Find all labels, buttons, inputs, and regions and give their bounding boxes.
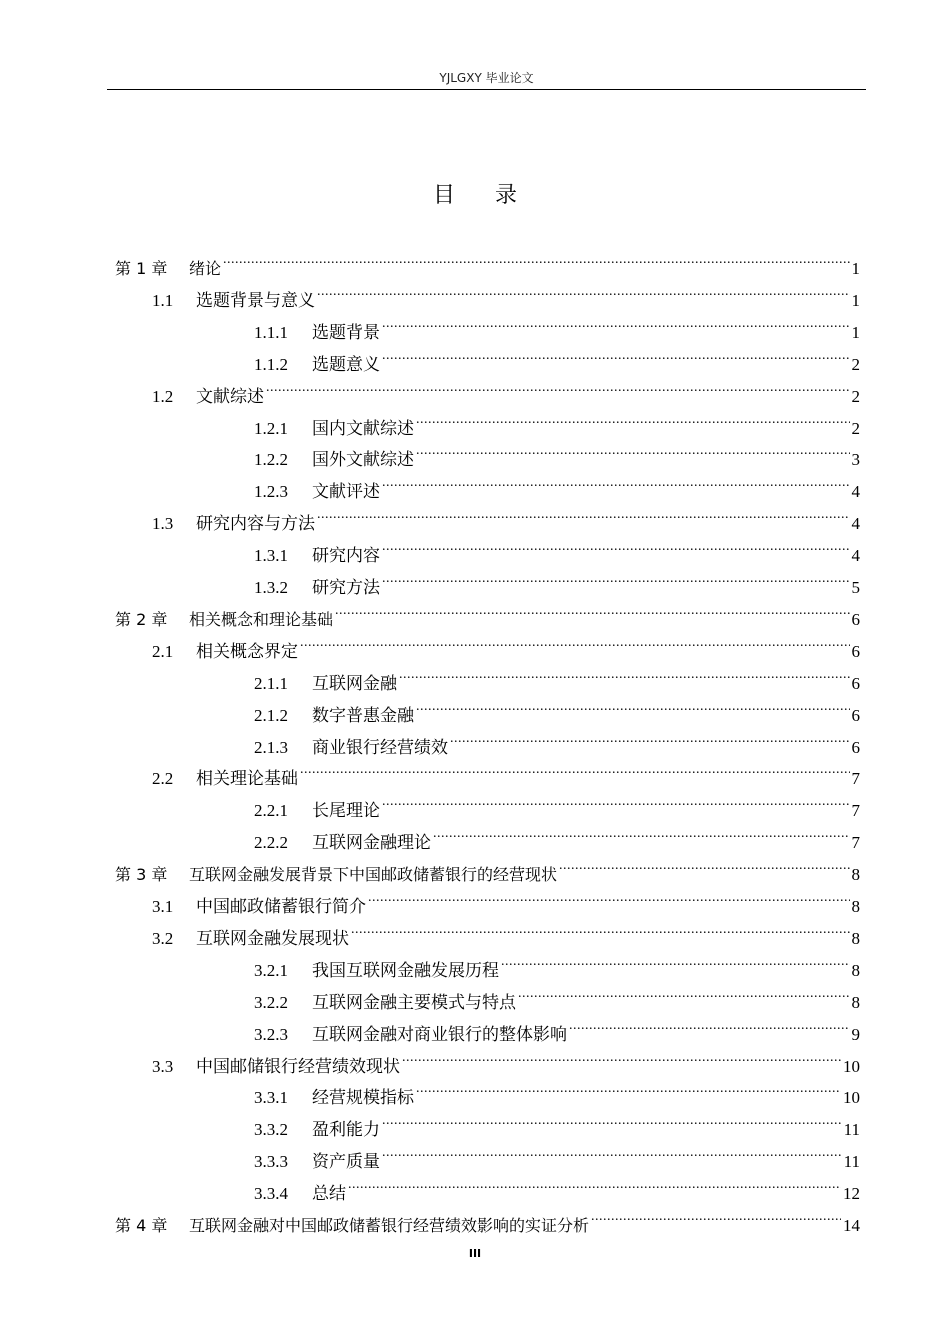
toc-entry-page: 11 <box>843 1120 860 1140</box>
dot-leader <box>382 306 850 338</box>
toc-entry-number: 第 3 章 <box>115 865 168 885</box>
toc-entry-number: 1.1.1 <box>254 322 288 342</box>
dot-leader <box>450 721 850 753</box>
toc-entry-page: 10 <box>843 1056 860 1076</box>
toc-entry-chapter-2[interactable] <box>115 593 860 629</box>
toc-entry-2.1.1[interactable] <box>254 657 860 693</box>
toc-entry-page: 3 <box>851 450 860 470</box>
toc-entry-2.1.2[interactable] <box>254 689 860 725</box>
toc-entry-page: 6 <box>851 705 860 725</box>
toc-entry-1.1[interactable] <box>152 274 860 310</box>
toc-entry-title: 文献综述 <box>196 386 264 406</box>
toc-entry-title: 互联网金融理论 <box>312 833 431 853</box>
toc-entry-page: 12 <box>843 1184 860 1204</box>
dot-leader <box>518 976 850 1008</box>
toc-entry-chapter-4[interactable] <box>115 1199 860 1235</box>
toc-entry-page: 7 <box>851 769 860 789</box>
toc-entry-title: 长尾理论 <box>312 801 380 821</box>
toc-entry-page: 1 <box>851 259 860 278</box>
toc-entry-page: 8 <box>851 865 860 885</box>
toc-entry-1.1.1[interactable] <box>254 306 860 342</box>
toc-entry-2.1[interactable] <box>152 625 860 661</box>
toc-entry-number: 1.2.3 <box>254 482 288 502</box>
toc-entry-3.3.4[interactable] <box>254 1167 860 1204</box>
toc-entry-page: 1 <box>851 322 860 342</box>
toc-entry-number: 1.1 <box>152 290 174 310</box>
toc-entry-3.2.1[interactable] <box>254 944 860 980</box>
toc-entry-page: 8 <box>851 928 860 948</box>
toc-entry-title: 资产质量 <box>312 1152 380 1172</box>
toc-entry-number: 2.2 <box>152 769 174 789</box>
toc-entry-number: 3.3.2 <box>254 1120 288 1140</box>
toc-entry-number: 3.2.3 <box>254 1024 288 1044</box>
toc-entry-1.3[interactable] <box>152 497 860 534</box>
toc-entry-number: 2.1.1 <box>254 673 288 693</box>
toc-entry-title: 研究内容与方法 <box>196 514 315 534</box>
dot-leader <box>351 912 850 944</box>
toc-entry-2.2.1[interactable] <box>254 784 860 821</box>
dot-leader <box>382 338 850 370</box>
toc-entry-page: 4 <box>851 514 860 534</box>
dot-leader <box>300 625 850 657</box>
dot-leader <box>317 497 850 529</box>
toc-entry-number: 3.3.3 <box>254 1152 288 1172</box>
toc-entry-2.2.2[interactable] <box>254 816 860 853</box>
dot-leader <box>335 593 849 625</box>
toc-entry-number: 2.1.3 <box>254 737 288 757</box>
toc-entry-1.2.2[interactable] <box>254 433 860 470</box>
dot-leader <box>591 1199 841 1231</box>
toc-entry-title: 互联网金融主要模式与特点 <box>312 992 516 1012</box>
toc-entry-page: 14 <box>843 1216 860 1235</box>
toc-entry-title: 选题背景 <box>312 322 380 342</box>
toc-entry-number: 3.3.1 <box>254 1088 288 1108</box>
toc-entry-title: 经营规模指标 <box>312 1088 414 1108</box>
toc-entry-title: 相关概念和理论基础 <box>189 609 334 629</box>
toc-entry-chapter-3[interactable] <box>115 848 860 885</box>
toc-entry-title: 研究内容 <box>312 546 380 566</box>
toc-entry-number: 3.2 <box>152 928 174 948</box>
dot-leader <box>569 1008 850 1040</box>
dot-leader <box>223 242 849 274</box>
dot-leader <box>402 1040 841 1072</box>
dot-leader <box>382 1135 842 1167</box>
toc-entry-title: 总结 <box>312 1184 346 1204</box>
toc-entry-page: 8 <box>851 897 860 916</box>
toc-entry-1.2.3[interactable] <box>254 465 860 502</box>
toc-entry-title: 国内文献综述 <box>312 418 414 438</box>
toc-entry-page: 2 <box>851 418 860 438</box>
toc-entry-number: 1.1.2 <box>254 354 288 374</box>
toc-entry-3.3.2[interactable] <box>254 1103 860 1140</box>
toc-entry-3.3.1[interactable] <box>254 1071 860 1108</box>
page-title: 目录 <box>432 183 557 208</box>
toc-entry-page: 10 <box>843 1088 860 1108</box>
dot-leader <box>348 1167 841 1199</box>
toc-entry-number: 1.2 <box>152 386 174 406</box>
dot-leader <box>266 370 850 402</box>
toc-entry-page: 6 <box>851 609 860 629</box>
toc-entry-3.2.3[interactable] <box>254 1008 860 1044</box>
toc-entry-title: 我国互联网金融发展历程 <box>312 960 499 980</box>
toc-entry-number: 2.1.2 <box>254 705 288 725</box>
dot-leader <box>416 689 850 721</box>
toc-entry-page: 8 <box>851 960 860 980</box>
toc-entry-2.2[interactable] <box>152 752 860 789</box>
dot-leader <box>399 657 850 689</box>
toc-entry-1.1.2[interactable] <box>254 338 860 374</box>
toc-entry-title: 中国邮储银行经营绩效现状 <box>196 1056 400 1076</box>
toc-entry-page: 11 <box>843 1152 860 1172</box>
toc-entry-number: 2.2.1 <box>254 801 288 821</box>
toc-entry-number: 1.3.1 <box>254 546 288 566</box>
toc-entry-page: 2 <box>851 354 860 374</box>
dot-leader <box>382 561 850 593</box>
toc-entry-title: 相关理论基础 <box>196 769 298 789</box>
toc-entry-title: 中国邮政储蓄银行简介 <box>196 897 366 916</box>
toc-entry-number: 3.2.2 <box>254 992 288 1012</box>
toc-entry-3.3.3[interactable] <box>254 1135 860 1172</box>
dot-leader <box>317 274 850 306</box>
dot-leader <box>416 402 850 434</box>
toc-entry-title: 商业银行经营绩效 <box>312 737 448 757</box>
toc-entry-1.2.1[interactable] <box>254 402 860 438</box>
toc-entry-title: 绪论 <box>189 259 222 278</box>
dot-leader <box>300 752 850 784</box>
toc-entry-2.1.3[interactable] <box>254 721 860 757</box>
toc-entry-number: 第 1 章 <box>115 259 168 278</box>
toc-entry-page: 8 <box>851 992 860 1012</box>
toc-entry-1.3.1[interactable] <box>254 529 860 566</box>
toc-entry-number: 1.3 <box>152 514 174 534</box>
toc-entry-title: 数字普惠金融 <box>312 705 414 725</box>
dot-leader <box>368 880 850 912</box>
toc-entry-number: 3.1 <box>152 897 174 916</box>
toc-entry-number: 3.3 <box>152 1056 174 1076</box>
toc-entry-3.2.2[interactable] <box>254 976 860 1012</box>
dot-leader <box>416 433 850 465</box>
toc-entry-number: 3.3.4 <box>254 1184 288 1204</box>
toc-entry-number: 1.2.2 <box>254 450 288 470</box>
toc-entry-1.3.2[interactable] <box>254 561 860 597</box>
toc-entry-page: 4 <box>851 482 860 502</box>
toc-entry-title: 相关概念界定 <box>196 641 298 661</box>
toc-entry-title: 互联网金融对商业银行的整体影响 <box>312 1024 567 1044</box>
toc-entry-number: 1.3.2 <box>254 578 288 597</box>
toc-entry-3.2[interactable] <box>152 912 860 948</box>
toc-entry-number: 2.2.2 <box>254 833 288 853</box>
toc-entry-number: 2.1 <box>152 641 174 661</box>
toc-entry-page: 5 <box>851 578 860 597</box>
toc-entry-3.1[interactable] <box>152 880 860 916</box>
dot-leader <box>433 816 850 848</box>
toc-entry-number: 3.2.1 <box>254 960 288 980</box>
toc-entry-title: 国外文献综述 <box>312 450 414 470</box>
toc-entry-title: 研究方法 <box>312 578 380 597</box>
dot-leader <box>382 1103 842 1135</box>
toc-entry-title: 互联网金融发展现状 <box>196 928 349 948</box>
toc-entry-page: 7 <box>851 801 860 821</box>
toc-entry-number: 第 4 章 <box>115 1216 168 1235</box>
toc-entry-page: 7 <box>851 833 860 853</box>
toc-entry-number: 第 2 章 <box>115 609 168 629</box>
toc-entry-3.3[interactable] <box>152 1040 860 1076</box>
toc-entry-title: 选题意义 <box>312 354 380 374</box>
dot-leader <box>382 465 850 497</box>
header-rule <box>107 89 866 90</box>
dot-leader <box>501 944 850 976</box>
page-number: III <box>468 1247 482 1260</box>
toc-entry-page: 4 <box>851 546 860 566</box>
toc-entry-page: 1 <box>851 290 860 310</box>
dot-leader <box>559 848 849 880</box>
toc-entry-1.2[interactable] <box>152 370 860 406</box>
toc-entry-title: 互联网金融对中国邮政储蓄银行经营绩效影响的实证分析 <box>189 1216 590 1235</box>
running-header: YJLGXY 毕业论文 <box>439 71 534 85</box>
toc-entry-title: 选题背景与意义 <box>196 290 315 310</box>
dot-leader <box>382 784 850 816</box>
dot-leader <box>416 1071 841 1103</box>
toc-entry-chapter-1[interactable] <box>115 242 860 278</box>
toc-entry-page: 6 <box>851 641 860 661</box>
toc-entry-page: 9 <box>851 1024 860 1044</box>
toc-entry-title: 互联网金融发展背景下中国邮政储蓄银行的经营现状 <box>189 865 558 885</box>
toc-entry-title: 盈利能力 <box>312 1120 380 1140</box>
toc-entry-page: 2 <box>851 386 860 406</box>
toc-entry-page: 6 <box>851 737 860 757</box>
toc-entry-number: 1.2.1 <box>254 418 288 438</box>
toc-entry-page: 6 <box>851 673 860 693</box>
toc-entry-title: 文献评述 <box>312 482 380 502</box>
toc-entry-title: 互联网金融 <box>312 673 397 693</box>
dot-leader <box>382 529 850 561</box>
